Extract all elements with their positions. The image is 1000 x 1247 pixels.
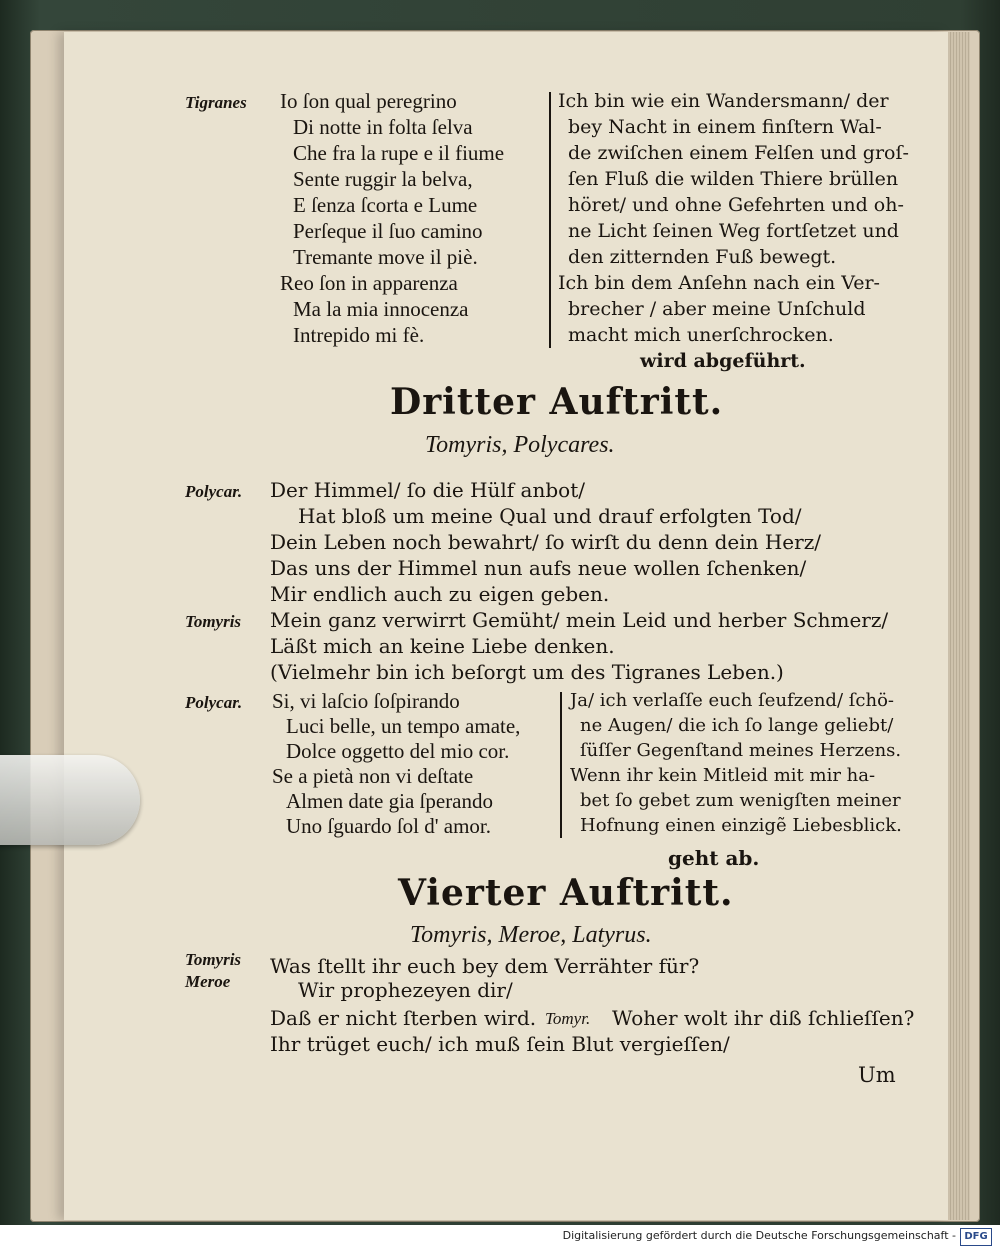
dialogue-line: Mein ganz verwirrt Gemüht/ mein Leid und herber Schmerz/ [270,608,889,632]
latin-line: Almen date gia ſperando [286,789,494,813]
latin-line: Luci belle, un tempo amate, [286,714,521,738]
stage-direction: geht ab. [668,846,760,870]
latin-line: Io ſon qual peregrino [280,89,457,113]
footer-credit: Digitalisierung gefördert durch die Deutsche Forschungsgemeinschaft - [562,1229,956,1242]
dialogue-line: Läßt mich an keine Liebe denken. [270,634,615,658]
latin-line: Si, vi laſcio ſoſpirando [272,689,460,713]
dialogue-line: Das uns der Himmel nun aufs neue wollen ſchenken/ [270,556,807,580]
latin-line: Sente ruggir la belva, [293,167,473,191]
latin-line: Reo ſon in apparenza [280,271,458,295]
dialogue-line: Woher wolt ihr diß ſchlieſſen? [612,1006,915,1030]
cast-list: Tomyris, Polycares. [425,432,615,458]
german-line: macht mich unerſchrocken. [568,324,834,346]
german-line: brecher / aber meine Unſchuld [568,298,866,320]
dialogue-line: Mir endlich auch zu eigen geben. [270,582,610,606]
column-divider [549,92,551,348]
catchword: Um [858,1063,896,1087]
latin-line: Che fra la rupe e il fiume [293,141,505,165]
german-line: ne Augen/ die ich ſo lange geliebt/ [580,715,894,736]
german-line: ne Licht ſeinen Weg fortſetzet und [568,220,899,242]
dialogue-line: Daß er nicht ſterben wird. [270,1006,537,1030]
german-line: den zitternden Fuß bewegt. [568,246,837,268]
german-line: höret/ und ohne Gefehrten und oh- [568,194,904,216]
speaker-label: Tomyris [185,950,242,969]
german-line: bet ſo gebet zum wenigſten meiner [580,790,901,811]
german-line: Wenn ihr kein Mitleid mit mir ha- [570,765,876,786]
dialogue-line: Was ſtellt ihr euch bey dem Verrähter für? [270,954,700,978]
german-line: de zwiſchen einem Felſen und groſ- [568,142,909,164]
speaker-label: Polycar. [185,482,243,501]
german-line: ſüſſer Gegenſtand meines Herzens. [580,740,902,761]
speaker-label: Tomyris [185,612,242,631]
german-line: bey Nacht in einem finſtern Wal- [568,116,882,138]
latin-line: Se a pietà non vi deſtate [272,764,474,788]
dialogue-line: Ihr trüget euch/ ich muß ſein Blut vergieſſen/ [270,1032,730,1056]
dfg-logo: DFG [960,1228,992,1246]
cast-list: Tomyris, Meroe, Latyrus. [410,922,652,948]
german-line: ſen Fluß die wilden Thiere brüllen [568,168,899,190]
dialogue-line: Hat bloß um meine Qual und drauf erfolgten Tod/ [298,504,802,528]
column-divider [560,692,562,838]
latin-line: Intrepido mi fè. [293,323,425,347]
scene-heading: Vierter Auftritt. [398,872,734,914]
speaker-label: Meroe [185,972,231,991]
stage-direction: wird abgeführt. [640,350,806,372]
latin-line: Ma la mia innocenza [293,297,469,321]
latin-line: Perſeque il ſuo camino [293,219,483,243]
dialogue-line: Der Himmel/ ſo die Hülf anbot/ [270,478,585,502]
page-edges [948,32,970,1220]
speaker-label: Tomyr. [545,1009,591,1028]
dialogue-line: Wir prophezeyen dir/ [298,978,513,1002]
speaker-tigranes: Tigranes [185,93,247,112]
latin-line: Di notte in folta ſelva [293,115,473,139]
speaker-label: Polycar. [185,693,243,712]
dialogue-line: (Vielmehr bin ich beſorgt um des Tigranes Leben.) [270,660,784,684]
german-line: Ich bin wie ein Wandersmann/ der [558,90,889,112]
dialogue-line: Dein Leben noch bewahrt/ ſo wirſt du denn dein Herz/ [270,530,821,554]
scene-heading: Dritter Auftritt. [390,381,724,423]
german-line: Hofnung einen einzigẽ Liebesblick. [580,815,902,836]
latin-line: Tremante move il piè. [293,245,478,269]
latin-line: Dolce oggetto del mio cor. [286,739,510,763]
german-line: Ja/ ich verlaſſe euch ſeufzend/ ſchö- [570,690,894,711]
latin-line: E ſenza ſcorta e Lume [293,193,478,217]
german-line: Ich bin dem Anſehn nach ein Ver- [558,272,880,294]
latin-line: Uno ſguardo ſol d' amor. [286,814,492,838]
bookmark-tab [0,755,140,845]
